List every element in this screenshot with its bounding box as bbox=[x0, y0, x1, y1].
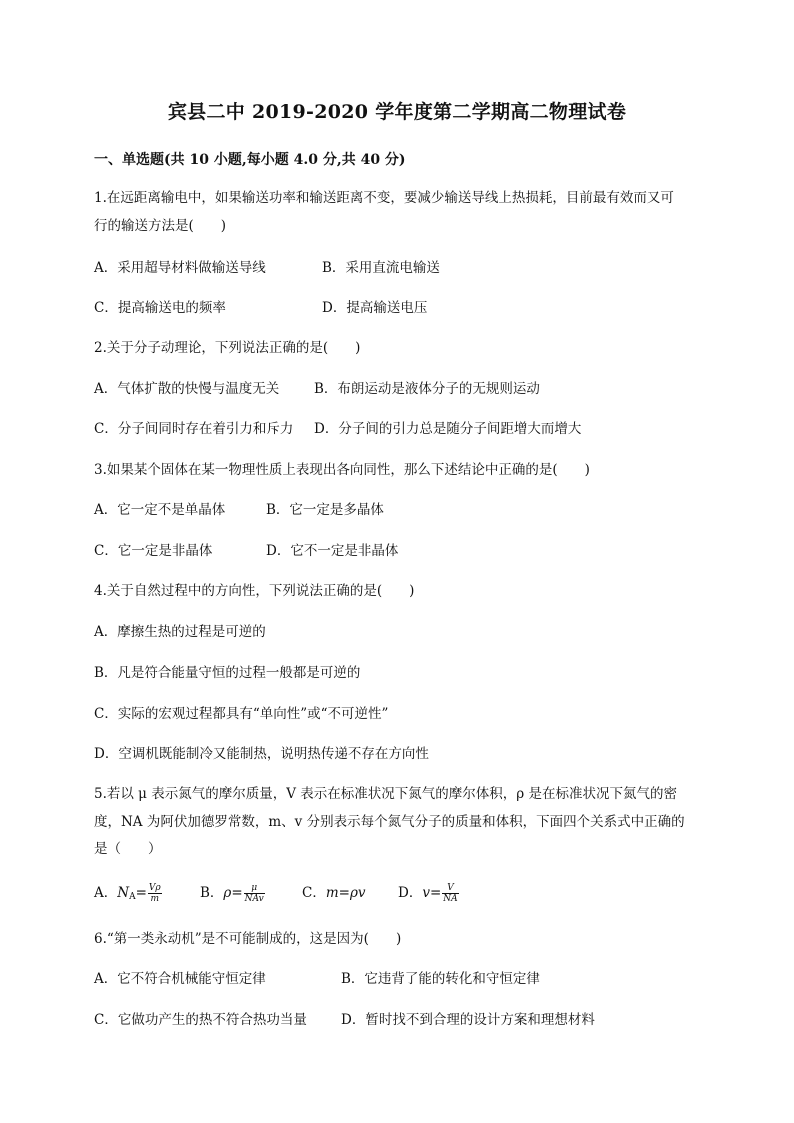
q5-d-eq: = bbox=[429, 885, 442, 901]
q5-stem-line-2: 度，NA 为阿伏加德罗常数，m、v 分别表示每个氮气分子的质量和体积，下面四个关系式中正确的 bbox=[94, 814, 685, 830]
q5-stem-line-1: 5.若以 μ 表示氮气的摩尔质量，V 表示在标准状况下氮气的摩尔体积，ρ 是在标准状况下氮气的密 bbox=[94, 786, 678, 802]
q5-option-a[interactable] bbox=[94, 883, 163, 907]
q5-a-num: Vρ bbox=[148, 883, 161, 893]
q5-d-fraction bbox=[442, 883, 458, 904]
q5-c-formula: m=ρv bbox=[325, 885, 366, 901]
q2-option-d[interactable]: D．分子间的引力总是随分子间距增大而增大 bbox=[314, 421, 582, 437]
q6-option-d[interactable]: D．暂时找不到合理的设计方案和理想材料 bbox=[341, 1012, 595, 1028]
q6-option-a[interactable]: A．它不符合机械能守恒定律 bbox=[94, 971, 266, 987]
q1-stem-line-1: 1.在远距离输电中，如果输送功率和输送距离不变，要减少输送导线上热损耗，目前最有效而又可 bbox=[94, 190, 674, 206]
q4-stem: 4.关于自然过程中的方向性，下列说法正确的是( ) bbox=[94, 583, 415, 599]
q3-option-d[interactable]: D．它不一定是非晶体 bbox=[266, 543, 399, 559]
q6-stem: 6.“第一类永动机”是不可能制成的，这是因为( ) bbox=[94, 931, 402, 947]
q5-d-num: V bbox=[442, 883, 458, 894]
q5-b-fraction bbox=[244, 883, 265, 904]
q5-option-d-label: D． bbox=[398, 885, 423, 901]
q5-option-a-label: A． bbox=[94, 885, 118, 901]
q5-stem-line-3: 是（ ） bbox=[94, 841, 162, 857]
q3-stem: 3.如果某个固体在某一物理性质上表现出各向同性，那么下述结论中正确的是( ) bbox=[94, 462, 590, 478]
q5-b-lhs: ρ bbox=[223, 885, 232, 901]
q2-option-a[interactable]: A．气体扩散的快慢与温度无关 bbox=[94, 381, 280, 397]
q4-option-b[interactable]: B．凡是符合能量守恒的过程一般都是可逆的 bbox=[94, 665, 361, 681]
q1-option-a[interactable]: A．采用超导材料做输送导线 bbox=[94, 260, 266, 276]
q1-option-c[interactable]: C．提高输送电的频率 bbox=[94, 300, 226, 316]
q5-a-lhs: N bbox=[117, 885, 130, 901]
q3-option-c[interactable]: C．它一定是非晶体 bbox=[94, 543, 213, 559]
q2-stem: 2.关于分子动理论，下列说法正确的是( ) bbox=[94, 340, 361, 356]
q5-d-lhs: v bbox=[422, 885, 430, 901]
q5-a-den: m bbox=[150, 894, 160, 904]
q5-option-c[interactable] bbox=[302, 883, 366, 903]
q4-option-d[interactable]: D．空调机既能制冷又能制热，说明热传递不存在方向性 bbox=[94, 746, 429, 762]
q5-a-eq: = bbox=[135, 885, 147, 901]
section-heading: 一、单选题(共 10 小题,每小题 4.0 分,共 40 分) bbox=[94, 152, 406, 168]
q2-option-b[interactable]: B．布朗运动是液体分子的无规则运动 bbox=[314, 381, 540, 397]
q5-b-num: μ bbox=[244, 883, 265, 894]
q2-option-c[interactable]: C．分子间同时存在着引力和斥力 bbox=[94, 421, 294, 437]
q1-option-d[interactable]: D．提高输送电压 bbox=[322, 300, 428, 316]
q5-option-b[interactable] bbox=[200, 883, 266, 904]
q5-option-b-label: B． bbox=[200, 885, 224, 901]
q5-a-fraction bbox=[148, 883, 162, 904]
q5-d-den: NA bbox=[443, 894, 458, 904]
q3-option-a[interactable]: A．它一定不是单晶体 bbox=[94, 502, 226, 518]
q3-option-b[interactable]: B．它一定是多晶体 bbox=[266, 502, 384, 518]
q5-a-lhs-sub: A bbox=[129, 892, 136, 902]
q5-b-eq: = bbox=[231, 885, 243, 901]
exam-title: 宾县二中 2019-2020 学年度第二学期高二物理试卷 bbox=[167, 101, 627, 123]
q1-stem-line-2: 行的输送方法是( ) bbox=[94, 218, 227, 234]
q1-option-b[interactable]: B．采用直流电输送 bbox=[322, 260, 440, 276]
q4-option-a[interactable]: A．摩擦生热的过程是可逆的 bbox=[94, 624, 266, 640]
q4-option-c[interactable]: C．实际的宏观过程都具有“单向性”或“不可逆性” bbox=[94, 706, 389, 722]
q5-b-den: NAv bbox=[244, 894, 264, 904]
q6-option-c[interactable]: C．它做功产生的热不符合热功当量 bbox=[94, 1012, 307, 1028]
q5-option-c-label: C． bbox=[302, 885, 326, 901]
q5-option-d[interactable] bbox=[398, 883, 460, 904]
q6-option-b[interactable]: B．它违背了能的转化和守恒定律 bbox=[341, 971, 540, 987]
